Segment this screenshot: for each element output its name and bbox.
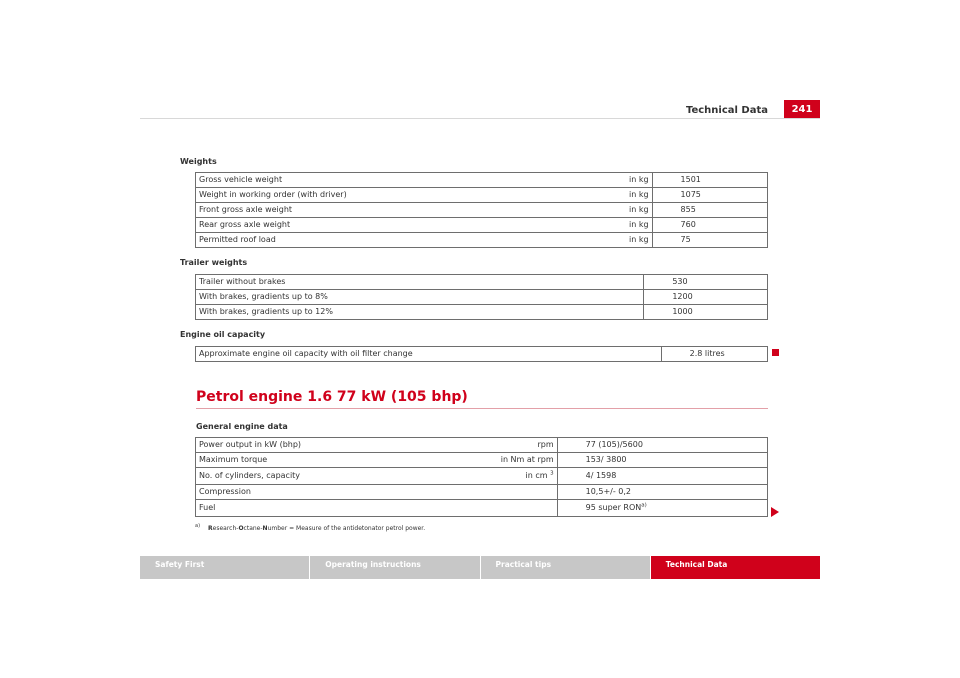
engine-data-table [195,437,768,517]
row-label: Trailer without brakes [196,275,528,290]
row-value: 2.8 litres [661,347,767,362]
row-unit [441,500,558,517]
row-label: Weight in working order (with driver) [196,188,536,203]
row-unit [441,468,558,485]
row-value: 1501 [652,173,767,188]
tab-safety-first[interactable]: Safety First [140,556,310,579]
row-label: Compression [196,485,441,500]
row-label: Gross vehicle weight [196,173,536,188]
row-label: Maximum torque [196,453,441,468]
table-row [196,188,768,203]
row-value [557,500,767,517]
section-end-marker [772,349,779,356]
footnote-text-part: esearch- [212,525,239,532]
row-unit: in Nm at rpm [441,453,558,468]
engine-heading-divider [196,408,768,409]
row-value: 77 (105)/5600 [557,438,767,453]
table-row [196,485,768,500]
table-row [196,500,768,517]
footnote-text-part: umber = Measure of the antidetonator petrol power. [267,525,426,532]
row-unit: rpm [441,438,558,453]
tab-technical-data[interactable]: Technical Data [651,556,820,579]
footnote [195,523,425,532]
row-label: Front gross axle weight [196,203,536,218]
footnote-initial-r: R [208,525,213,532]
table-row [196,468,768,485]
row-unit: in kg [536,173,653,188]
value-text: 95 super RON [585,503,642,512]
table-row [196,290,768,305]
tab-practical-tips[interactable]: Practical tips [481,556,651,579]
tab-operating-instructions[interactable]: Operating instructions [310,556,480,579]
table-row [196,275,768,290]
footnote-initial-o: O [238,525,244,532]
table-row [196,453,768,468]
footnote-text-part: ctane- [243,525,263,532]
table-row [196,347,768,362]
row-unit: in kg [536,233,653,248]
row-value: 1000 [644,305,768,320]
row-label: Rear gross axle weight [196,218,536,233]
table-row [196,233,768,248]
continue-arrow-icon [771,507,779,517]
row-value: 760 [652,218,767,233]
footnote-reference: a) [641,502,647,509]
table-row [196,203,768,218]
row-label: No. of cylinders, capacity [196,468,441,485]
row-unit [527,305,644,320]
row-label: With brakes, gradients up to 8% [196,290,528,305]
row-unit [441,485,558,500]
table-row [196,438,768,453]
row-label: Approximate engine oil capacity with oil filter change [196,347,545,362]
table-row [196,305,768,320]
trailer-weights-table [195,274,768,320]
row-value: 1075 [652,188,767,203]
engine-heading: Petrol engine 1.6 77 kW (105 bhp) [196,389,468,405]
row-value: 4/ 1598 [557,468,767,485]
trailer-weights-title: Trailer weights [180,258,248,267]
row-value: 1200 [644,290,768,305]
header-divider [140,118,820,119]
oil-capacity-title: Engine oil capacity [180,330,266,339]
page-number-badge: 241 [784,100,820,118]
row-value: 855 [652,203,767,218]
row-label: Power output in kW (bhp) [196,438,441,453]
oil-capacity-table [195,346,768,362]
weights-title: Weights [180,157,217,166]
row-label: Fuel [196,500,441,517]
chapter-navigation [140,556,820,579]
row-unit: in kg [536,188,653,203]
row-value: 530 [644,275,768,290]
footnote-initial-n: N [262,525,268,532]
general-engine-data-title: General engine data [196,422,288,431]
table-row [196,218,768,233]
row-unit: in kg [536,203,653,218]
page-header-title: Technical Data [685,105,768,116]
unit-superscript: 3 [550,470,554,477]
row-unit: in kg [536,218,653,233]
row-unit [527,290,644,305]
row-unit [545,347,662,362]
row-label: Permitted roof load [196,233,536,248]
row-unit [527,275,644,290]
footnote-mark: a) [195,523,201,529]
unit-text: in cm [525,471,548,480]
row-value: 10,5+/- 0,2 [557,485,767,500]
row-value: 153/ 3800 [557,453,767,468]
row-label: With brakes, gradients up to 12% [196,305,528,320]
row-value: 75 [652,233,767,248]
table-row [196,173,768,188]
weights-table [195,172,768,248]
